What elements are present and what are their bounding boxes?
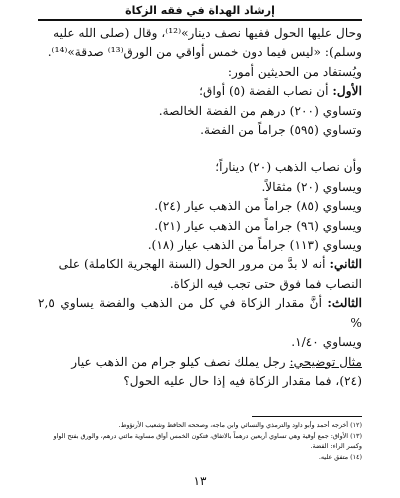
point-label-first: الأول:	[332, 84, 362, 99]
text-line: وتساوي (٥٩٥) جراماً من الفضة.	[200, 123, 362, 138]
page-number: ١٣	[193, 474, 207, 488]
point-text: أنَّ مقدار الزكاة في كل من الذهب والفضة يساوي ٢,٥ %	[38, 296, 362, 330]
text-line: ويساوي ١/٤٠.	[291, 335, 362, 350]
point-text: أنه لا بدَّ من مرور الحول (السنة الهجرية الكاملة) على	[58, 257, 330, 272]
paragraph-gap	[38, 140, 362, 158]
footnote-rule	[252, 416, 362, 417]
text-line: وتساوي (٢٠٠) درهم من الفضة الخالصة.	[158, 103, 362, 118]
example-label: مثال توضيحي:	[289, 354, 362, 369]
header-rule	[38, 19, 362, 21]
footnote-14: (١٤) متفق عليه.	[318, 452, 362, 461]
footnote-12: (١٢) أخرجه أحمد وأبو داود والترمذي والنسائي وابن ماجه، وصححه الحافظ وشعيب الأرنؤوط.	[118, 421, 362, 429]
point-text: أن نصاب الفضة (٥) أواق؛	[199, 84, 333, 99]
point-label-third: الثالث:	[327, 296, 362, 311]
text-line	[38, 353, 362, 372]
footnotes	[38, 420, 362, 462]
text-line: وحال عليها الحول ففيها نصف دينار»⁽¹²⁾، وقال (صلى الله عليه	[53, 26, 362, 40]
footnote-13: (١٣) الأواق: جمع أوقية وهي تساوي أربعين درهماً بالاتفاق، فتكون الخمس أواق مساوية مائتي درهم، والورق بفتح الواو وكسر الراء: الفضة.	[53, 431, 362, 450]
text-line	[38, 294, 362, 333]
text-line: (٢٤)، فما مقدار الزكاة فيه إذا حال عليه الحول؟	[123, 373, 362, 388]
text-line: ويساوي (٩٦) جراماً من الذهب عيار (٢١).	[154, 218, 362, 233]
text-line	[38, 255, 362, 274]
point-label-second: الثاني:	[329, 257, 362, 272]
main-text	[38, 24, 362, 391]
text-line	[38, 82, 362, 101]
running-header: إرشاد الهداة في فقه الزكاة	[125, 4, 275, 17]
text-line: ويساوي (٢٠) مثقالاً.	[261, 179, 362, 194]
text-line: النصاب فما فوق حتى تجب فيه الزكاة.	[169, 276, 362, 291]
example-text: رجل يملك نصف كيلو جرام من الذهب عيار	[71, 354, 290, 369]
text-line: ويساوي (٨٥) جراماً من الذهب عيار (٢٤).	[154, 199, 362, 214]
text-line: ويساوي (١١٣) جراماً من الذهب عيار (١٨).	[147, 238, 362, 253]
text-line: وسلم): «ليس فيما دون خمس أواقي من الورق⁽¹³⁾ صدقة»⁽¹⁴⁾.	[47, 45, 362, 60]
text-line: ويُستفاد من الحديثين أمور:	[227, 64, 362, 79]
text-line: وأن نصاب الذهب (٢٠) ديناراً؛	[215, 160, 362, 175]
